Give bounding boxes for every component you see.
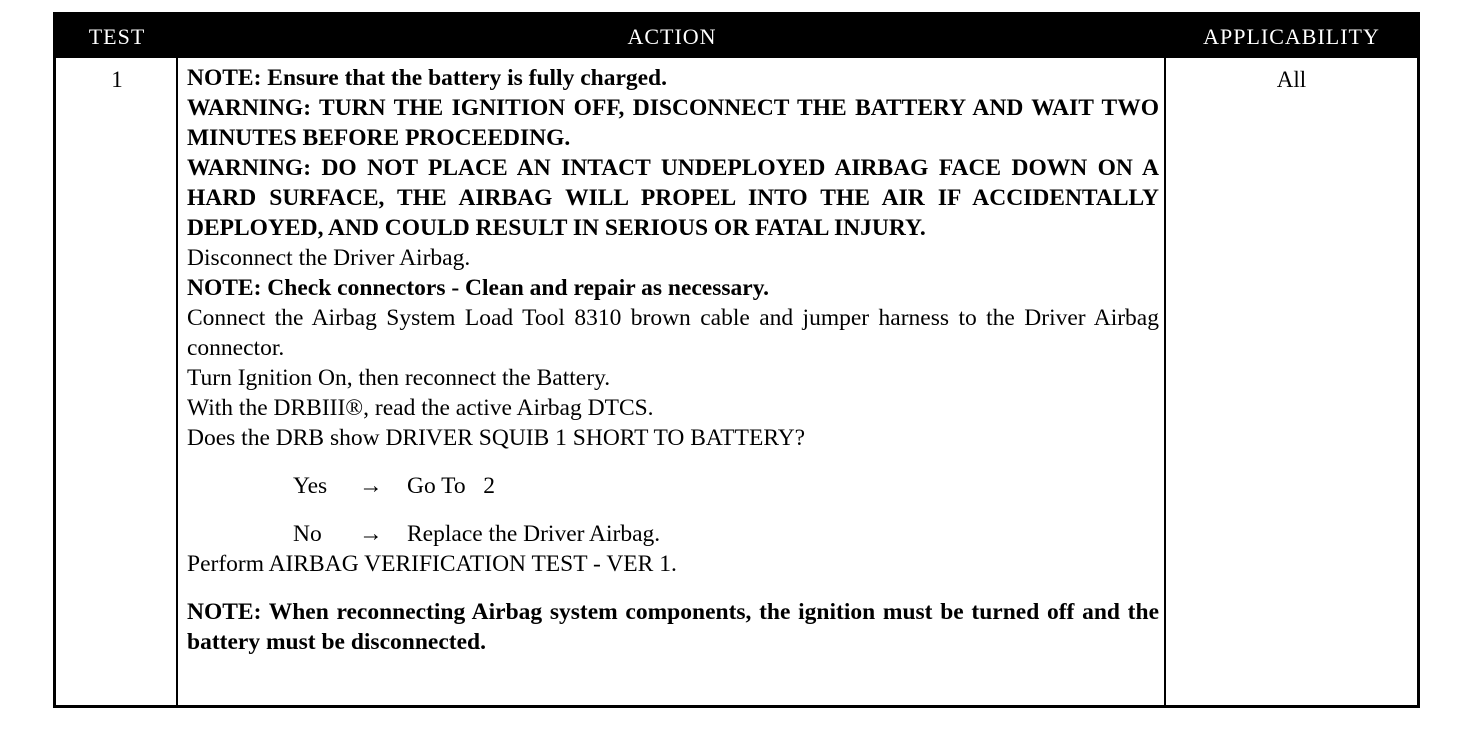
- step-connect-tool: Connect the Airbag System Load Tool 8310 brown cable and jumper harness to the Driver Airbag connector.: [187, 305, 1159, 361]
- no-result-1: Replace the Driver Airbag.: [407, 521, 661, 547]
- column-divider: [176, 58, 178, 705]
- warning-ignition: WARNING: TURN THE IGNITION OFF, DISCONNECT THE BATTERY AND WAIT TWO MINUTES BEFORE PROCEEDING.: [187, 95, 1159, 151]
- yes-result: Go To 2: [407, 473, 496, 499]
- warning-airbag: WARNING: DO NOT PLACE AN INTACT UNDEPLOYED AIRBAG FACE DOWN ON A HARD SURFACE, THE AIRBAG WILL PROPEL INTO THE AIR IF ACCIDENTALLY DEPLOYED, AND COULD RESULT IN SERIOUS OR FATAL INJURY.: [187, 155, 1159, 241]
- step-disconnect: Disconnect the Driver Airbag.: [187, 245, 471, 271]
- header-action: ACTION: [627, 24, 717, 49]
- header-test: TEST: [88, 24, 146, 49]
- right-arrow-icon: →: [359, 521, 383, 547]
- no-result-2: Perform AIRBAG VERIFICATION TEST - VER 1.: [187, 551, 677, 577]
- column-divider: [1164, 58, 1166, 705]
- branch-yes: [187, 471, 1159, 501]
- applicability-value: All: [1276, 67, 1307, 92]
- question: Does the DRB show DRIVER SQUIB 1 SHORT TO BATTERY?: [187, 425, 806, 451]
- note-battery: NOTE: Ensure that the battery is fully charged.: [187, 65, 668, 91]
- yes-label: Yes: [293, 473, 328, 499]
- step-ignition-on: Turn Ignition On, then reconnect the Battery.: [187, 365, 611, 391]
- action-cell: [187, 63, 1159, 657]
- branch-no: [187, 519, 1159, 549]
- note-connectors: NOTE: Check connectors - Clean and repair as necessary.: [187, 275, 770, 301]
- diagnostic-test-table: [53, 12, 1420, 708]
- no-label: No: [293, 521, 322, 547]
- right-arrow-icon: →: [359, 473, 383, 499]
- test-number: 1: [111, 67, 123, 92]
- table-header-row: [56, 15, 1417, 58]
- step-read-dtcs: With the DRBIII®, read the active Airbag DTCS.: [187, 395, 654, 421]
- header-applicability: APPLICABILITY: [1203, 24, 1380, 49]
- note-reconnecting: NOTE: When reconnecting Airbag system components, the ignition must be turned off and the battery must be disconnected.: [187, 599, 1159, 655]
